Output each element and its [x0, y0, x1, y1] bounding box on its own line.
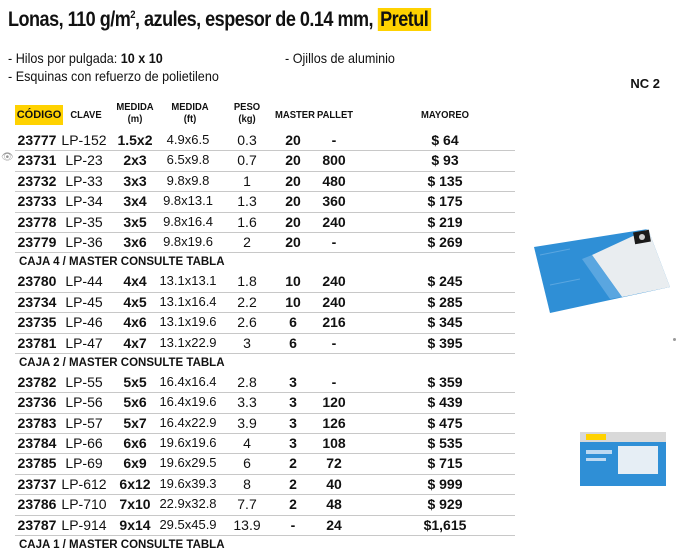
peso-cell: 3 [243, 334, 251, 351]
header-pallet: PALLET [316, 109, 354, 121]
medida-m-cell: 6x9 [123, 455, 147, 472]
table-row [15, 373, 515, 393]
header-mayoreo: MAYOREO [421, 109, 469, 121]
medida-m-cell: 1.5x2 [117, 132, 153, 148]
table-row [15, 233, 515, 253]
clave-cell: LP-33 [65, 172, 103, 189]
medida-m-cell: 3x5 [123, 213, 147, 230]
medida-ft-cell: 13.1x16.4 [159, 293, 217, 309]
peso-cell: 7.7 [237, 496, 257, 513]
medida-m-cell: 5x7 [123, 414, 147, 431]
master-cell: 2 [289, 475, 297, 492]
header-codigo: CÓDIGO [15, 105, 63, 125]
pallet-cell: 480 [322, 172, 346, 189]
master-cell: 20 [285, 132, 301, 148]
medida-ft-cell: 29.5x45.9 [159, 516, 217, 532]
pallet-cell: 800 [322, 152, 346, 169]
codigo-cell: 23787 [17, 516, 57, 533]
pallet-cell: 48 [326, 496, 342, 513]
table-row [15, 131, 515, 151]
table-row [15, 192, 515, 212]
peso-cell: 2.6 [237, 314, 257, 331]
table-row [15, 293, 515, 313]
codigo-cell: 23786 [17, 496, 57, 513]
master-cell: 20 [285, 193, 301, 210]
codigo-cell: 23784 [17, 435, 57, 452]
medida-m-cell: 6x12 [119, 475, 151, 492]
feature-esquinas: - Esquinas con refuerzo de polietileno [8, 68, 219, 84]
pallet-cell: 216 [322, 314, 346, 331]
medida-ft-cell: 22.9x32.8 [159, 496, 217, 512]
master-cell: 2 [289, 496, 297, 513]
pallet-cell: - [331, 373, 337, 390]
master-cell: - [290, 516, 296, 533]
tarp-package-image [578, 430, 668, 488]
peso-cell: 1 [243, 172, 251, 189]
clave-cell: LP-55 [65, 373, 103, 390]
codigo-cell: 23782 [17, 373, 57, 390]
table-row [15, 414, 515, 434]
mayoreo-cell: $ 929 [427, 496, 463, 513]
medida-m-cell: 3x3 [123, 172, 147, 189]
medida-m-cell: 5x6 [123, 394, 147, 411]
mayoreo-cell: $ 345 [427, 314, 463, 331]
table-row [15, 495, 515, 515]
clave-cell: LP-34 [65, 193, 103, 210]
peso-cell: 8 [243, 475, 251, 492]
medida-ft-cell: 6.5x9.8 [166, 152, 210, 168]
table-row [1, 151, 515, 171]
caja-note-row: CAJA 1 / MASTER CONSULTE TABLA [19, 539, 225, 552]
mayoreo-cell: $ 439 [427, 394, 463, 411]
clave-cell: LP-45 [65, 293, 103, 310]
master-cell: 3 [289, 373, 297, 390]
table-row [15, 393, 515, 413]
medida-ft-cell: 16.4x22.9 [159, 414, 217, 430]
clave-cell: LP-23 [65, 152, 103, 169]
medida-ft-cell: 9.8x16.4 [163, 213, 213, 229]
master-cell: 20 [285, 172, 301, 189]
medida-ft-cell: 13.1x19.6 [159, 314, 217, 330]
master-cell: 10 [285, 293, 301, 310]
pallet-cell: 240 [322, 213, 346, 230]
peso-cell: 0.7 [237, 152, 257, 169]
medida-m-cell: 3x6 [123, 233, 147, 250]
codigo-cell: 23783 [17, 414, 57, 431]
mayoreo-cell: $ 285 [427, 293, 463, 310]
mayoreo-cell: $ 715 [427, 455, 463, 472]
clave-cell: LP-56 [65, 394, 103, 411]
mayoreo-cell: $ 359 [427, 373, 463, 390]
header-peso: PESO (kg) [233, 101, 261, 125]
codigo-cell: 23735 [17, 314, 57, 331]
medida-m-cell: 9x14 [119, 516, 151, 533]
peso-cell: 1.6 [237, 213, 257, 230]
feature-ojillos: - Ojillos de aluminio [285, 50, 395, 66]
medida-m-cell: 7x10 [119, 496, 151, 513]
medida-ft-cell: 9.8x13.1 [163, 193, 213, 209]
peso-cell: 3.3 [237, 394, 257, 411]
feature-hilos: - Hilos por pulgada: 10 x 10 [8, 50, 163, 66]
master-cell: 3 [289, 414, 297, 431]
medida-ft-cell: 13.1x13.1 [159, 273, 217, 289]
medida-ft-cell: 19.6x39.3 [159, 475, 217, 491]
pallet-cell: - [331, 334, 337, 351]
mayoreo-cell: $ 135 [427, 172, 463, 189]
master-cell: 2 [289, 455, 297, 472]
table-row [15, 172, 515, 192]
medida-m-cell: 4x5 [123, 293, 147, 310]
medida-m-cell: 2x3 [123, 152, 147, 169]
pallet-cell: 360 [322, 193, 346, 210]
medida-m-cell: 3x4 [123, 193, 147, 210]
header-medida-ft: MEDIDA (ft) [171, 101, 209, 125]
mayoreo-cell: $ 175 [427, 193, 463, 210]
mayoreo-cell: $ 269 [427, 233, 463, 250]
clave-cell: LP-612 [61, 475, 107, 492]
codigo-cell: 23731 [17, 152, 57, 169]
medida-ft-cell: 13.1x22.9 [159, 334, 217, 350]
medida-ft-cell: 16.4x16.4 [159, 373, 217, 389]
pallet-cell: 24 [326, 516, 342, 533]
mayoreo-cell: $ 93 [431, 152, 459, 169]
table-row [15, 313, 515, 333]
pallet-cell: 126 [322, 414, 346, 431]
medida-m-cell: 4x6 [123, 314, 147, 331]
header-medida-m: MEDIDA (m) [116, 101, 154, 125]
codigo-cell: 23734 [17, 293, 57, 310]
medida-ft-cell: 9.8x9.8 [166, 172, 210, 188]
pallet-cell: 240 [322, 273, 346, 290]
medida-m-cell: 6x6 [123, 435, 147, 452]
clave-cell: LP-36 [65, 233, 103, 250]
peso-cell: 2.8 [237, 373, 257, 390]
codigo-cell: 23778 [17, 213, 57, 230]
medida-m-cell: 5x5 [123, 373, 147, 390]
clave-cell: LP-35 [65, 213, 103, 230]
peso-cell: 1.3 [237, 193, 257, 210]
clave-cell: LP-47 [65, 334, 103, 351]
medida-ft-cell: 4.9x6.5 [166, 132, 210, 147]
table-header [15, 97, 515, 131]
pallet-cell: 240 [322, 293, 346, 310]
master-cell: 3 [289, 435, 297, 452]
mayoreo-cell: $ 535 [427, 435, 463, 452]
codigo-cell: 23737 [17, 475, 57, 492]
table-row [15, 272, 515, 292]
clave-cell: LP-710 [61, 496, 107, 513]
nc-label: NC 2 [630, 76, 660, 91]
pallet-cell: 120 [322, 394, 346, 411]
pallet-cell: 40 [326, 475, 342, 492]
peso-cell: 6 [243, 455, 251, 472]
mayoreo-cell: $ 219 [427, 213, 463, 230]
caja-note-row: CAJA 4 / MASTER CONSULTE TABLA [19, 256, 225, 269]
price-table [1, 131, 515, 555]
medida-ft-cell: 19.6x29.5 [159, 455, 217, 471]
mayoreo-cell: $ 999 [427, 475, 463, 492]
master-cell: 20 [285, 152, 301, 169]
master-cell: 20 [285, 233, 301, 250]
peso-cell: 2 [243, 233, 251, 250]
clave-cell: LP-46 [65, 314, 103, 331]
table-row [15, 434, 515, 454]
codigo-cell: 23779 [17, 233, 57, 250]
pallet-cell: - [331, 233, 337, 250]
codigo-cell: 23733 [17, 193, 57, 210]
medida-m-cell: 4x7 [123, 334, 147, 351]
peso-cell: 3.9 [237, 414, 257, 431]
header-master: MASTER [275, 109, 315, 121]
caja-note-row: CAJA 2 / MASTER CONSULTE TABLA [19, 356, 225, 369]
clave-cell: LP-914 [61, 516, 107, 533]
clave-cell: LP-69 [65, 455, 103, 472]
master-cell: 6 [289, 314, 297, 331]
medida-ft-cell: 9.8x19.6 [163, 233, 213, 249]
pallet-cell: - [331, 132, 337, 148]
table-row [15, 454, 515, 474]
master-cell: 10 [285, 273, 301, 290]
tarp-image [530, 225, 672, 315]
codigo-cell: 23785 [17, 455, 57, 472]
codigo-cell: 23736 [17, 394, 57, 411]
eye-icon: 👁 [1, 152, 14, 164]
mayoreo-cell: $ 64 [431, 132, 459, 148]
peso-cell: 0.3 [237, 132, 257, 148]
peso-cell: 2.2 [237, 293, 257, 310]
medida-m-cell: 4x4 [123, 273, 147, 290]
master-cell: 6 [289, 334, 297, 351]
pallet-cell: 72 [326, 455, 342, 472]
peso-cell: 4 [243, 435, 251, 452]
table-row [15, 334, 515, 354]
page-edge-mark [673, 338, 676, 341]
table-row [15, 475, 515, 495]
clave-cell: LP-57 [65, 414, 103, 431]
mayoreo-cell: $1,615 [423, 516, 467, 533]
table-row [15, 516, 515, 536]
codigo-cell: 23781 [17, 334, 57, 351]
clave-cell: LP-44 [65, 273, 103, 290]
master-cell: 20 [285, 213, 301, 230]
medida-ft-cell: 16.4x19.6 [159, 394, 217, 410]
pallet-cell: 108 [322, 435, 346, 452]
page-title: Lonas, 110 $g/m^2$, azules, espesor de 0.14 mm, Pretul [8, 8, 431, 32]
peso-cell: 13.9 [233, 516, 261, 533]
mayoreo-cell: $ 475 [427, 414, 463, 431]
mayoreo-cell: $ 395 [427, 334, 463, 351]
codigo-cell: 23780 [17, 273, 57, 290]
clave-cell: LP-152 [61, 132, 107, 148]
codigo-cell: 23777 [17, 132, 57, 148]
brand-badge: Pretul [378, 8, 431, 31]
master-cell: 3 [289, 394, 297, 411]
mayoreo-cell: $ 245 [427, 273, 463, 290]
medida-ft-cell: 19.6x19.6 [159, 435, 217, 451]
header-clave: CLAVE [70, 109, 102, 121]
peso-cell: 1.8 [237, 273, 257, 290]
codigo-cell: 23732 [17, 172, 57, 189]
clave-cell: LP-66 [65, 435, 103, 452]
table-row [15, 213, 515, 233]
